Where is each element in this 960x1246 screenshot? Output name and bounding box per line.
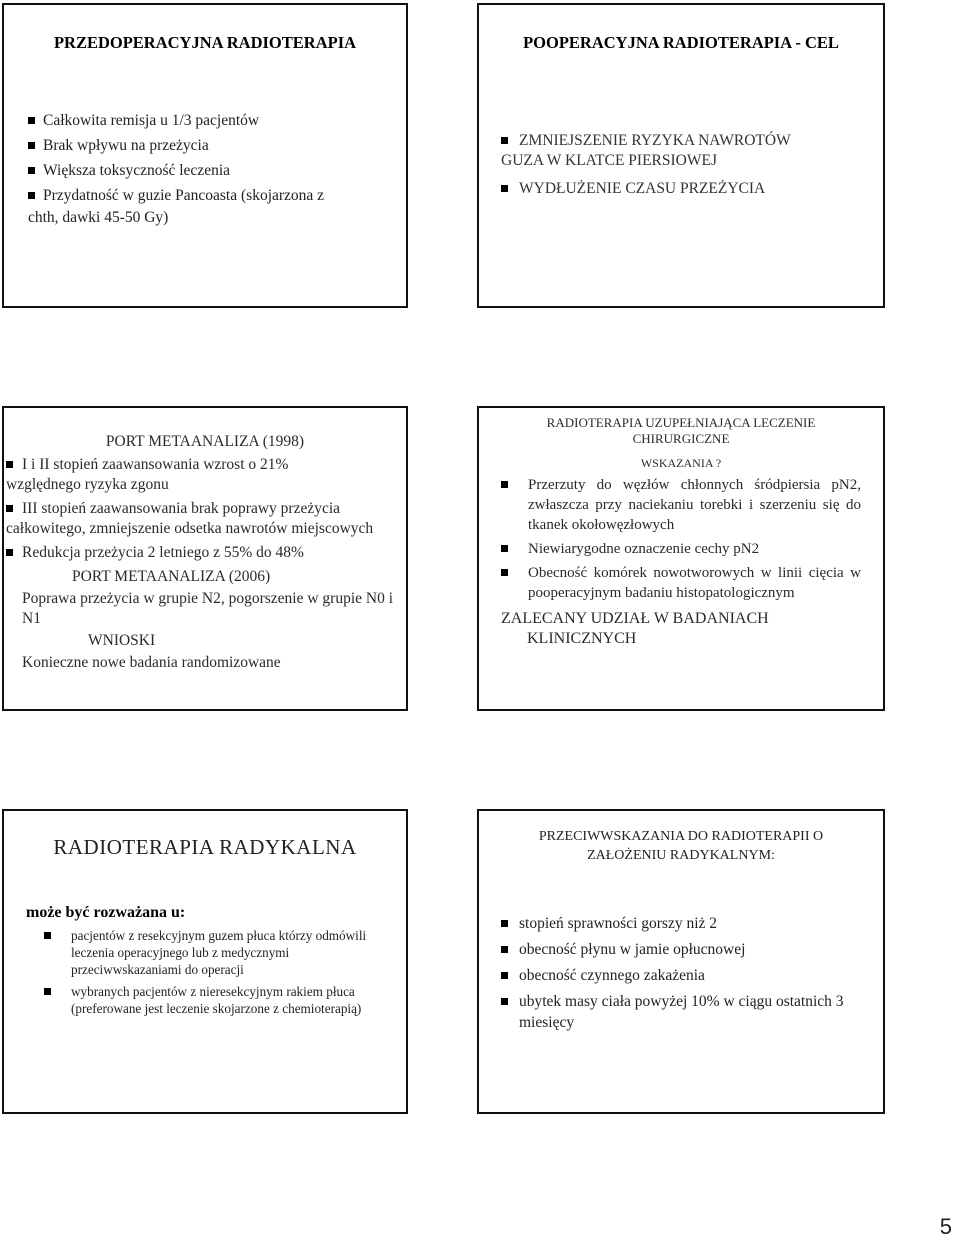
list-item-text: stopień sprawności gorszy niż 2 (519, 915, 718, 932)
list-item (4, 499, 396, 539)
list-item-text: wybranych pacjentów z nieresekcyjnym rakiem płuca (preferowane jest leczenie skojarzone z chemioterapią) (71, 984, 362, 1016)
list-item-continuation: względnego ryzyka zgonu (6, 476, 169, 493)
list-item-continuation: chth, dawki 45-50 Gy) (28, 209, 169, 226)
recommendation-line: ZALECANY UDZIAŁ W BADANIACH (501, 610, 769, 627)
conclusion-text: Konieczne nowe badania randomizowane (22, 654, 281, 671)
list-item (28, 108, 386, 133)
list-item (501, 939, 863, 960)
slide-postoperative-radiotherapy-goal (477, 3, 885, 308)
list-item-text: Niewiarygodne oznaczenie cechy pN2 (528, 541, 760, 557)
bullet-list (501, 131, 863, 199)
slide-heading-line: ZAŁOŻENIU RADYKALNYM: (587, 848, 775, 863)
list-item-text: ZMNIEJSZENIE RYZYKA NAWROTÓW (519, 132, 791, 149)
list-item-text: Obecność komórek nowotworowych w linii cięcia w pooperacyjnym badaniu histopatologicznym (528, 565, 861, 601)
list-item-text: obecność czynnego zakażenia (519, 967, 705, 984)
slide-heading-line: RADIOTERAPIA UZUPEŁNIAJĄCA LECZENIE (546, 415, 816, 430)
slide-heading-line: CHIRURGICZNE (632, 431, 730, 446)
list-item-text: pacjentów z resekcyjnym guzem płuca którzy odmówili leczenia operacyjnego lub z medycznymi przeciwwskazaniami do operacji (71, 928, 367, 977)
bullet-list (4, 455, 396, 563)
slide-heading (479, 827, 883, 865)
bullet-list (501, 913, 863, 1033)
lead-text: może być rozważana u: (26, 904, 186, 921)
list-item-continuation: GUZA W KLATCE PIERSIOWEJ (501, 152, 717, 169)
list-item-text: WYDŁUŻENIE CZASU PRZEŻYCIA (519, 180, 766, 197)
list-item-text: Przerzuty do węzłów chłonnych śródpiersia pN2, zwłaszcza przy naciekaniu torebki i szerzeniu się do tkanek okołowęzłowych (528, 477, 861, 533)
recommendation-line: KLINICZNYCH (527, 630, 637, 647)
list-item-text: obecność płynu w jamie opłucnowej (519, 941, 746, 958)
slide-preoperative-radiotherapy (2, 3, 408, 308)
list-item (501, 991, 863, 1033)
list-item (501, 475, 861, 535)
list-item-text: ubytek masy ciała powyżej 10% w ciągu ostatnich 3 miesięcy (519, 993, 844, 1031)
heading-conclusions: WNIOSKI (88, 632, 156, 649)
slide-radical-radiotherapy (2, 809, 408, 1114)
list-item-continuation: całkowitego, zmniejszenie odsetka nawrotów miejscowych (6, 520, 374, 537)
list-item (28, 158, 386, 183)
list-item-text: Przydatność w guzie Pancoasta (skojarzona z (43, 187, 325, 204)
slide-title: POOPERACYJNA RADIOTERAPIA - CEL (523, 33, 839, 52)
recommendation-text (501, 609, 883, 649)
list-item (4, 543, 396, 563)
list-item (44, 927, 392, 978)
bullet-list (501, 475, 861, 603)
slide-adjuvant-radiotherapy (477, 406, 885, 711)
heading-port-2006: PORT METAANALIZA (2006) (72, 568, 271, 585)
list-item-text: III stopień zaawansowania brak poprawy przeżycia (22, 500, 341, 517)
finding-paragraph: Poprawa przeżycia w grupie N2, pogorszenie w grupie N0 i N1 (22, 590, 394, 627)
slide-heading-line: PRZECIWWSKAZANIA DO RADIOTERAPII O (538, 829, 824, 844)
list-item-text: I i II stopień zaawansowania wzrost o 21% (22, 456, 289, 473)
list-item (501, 179, 863, 199)
indications-label: WSKAZANIA ? (640, 456, 722, 470)
slide-heading (479, 415, 883, 447)
list-item (501, 131, 863, 171)
list-item-text: Większa toksyczność leczenia (43, 162, 231, 179)
list-item (501, 539, 861, 559)
list-item (28, 133, 386, 158)
list-item-text: Brak wpływu na przeżycia (43, 137, 209, 154)
slide-contraindications (477, 809, 885, 1114)
list-item (44, 983, 392, 1017)
heading-port-1998: PORT METAANALIZA (1998) (105, 433, 305, 450)
list-item (501, 965, 863, 986)
slide-port-metaanalysis (2, 406, 408, 711)
list-item (501, 563, 861, 603)
list-item (28, 183, 386, 228)
page-number: 5 (939, 1214, 952, 1239)
list-item-text: Redukcja przeżycia 2 letniego z 55% do 48% (22, 544, 304, 561)
slide-title: RADIOTERAPIA RADYKALNA (53, 835, 357, 859)
list-item (4, 455, 396, 495)
slide-title: PRZEDOPERACYJNA RADIOTERAPIA (53, 33, 357, 52)
bullet-list (44, 927, 392, 1017)
list-item-text: Całkowita remisja u 1/3 pacjentów (43, 112, 260, 129)
list-item (501, 913, 863, 934)
bullet-list (28, 108, 386, 228)
